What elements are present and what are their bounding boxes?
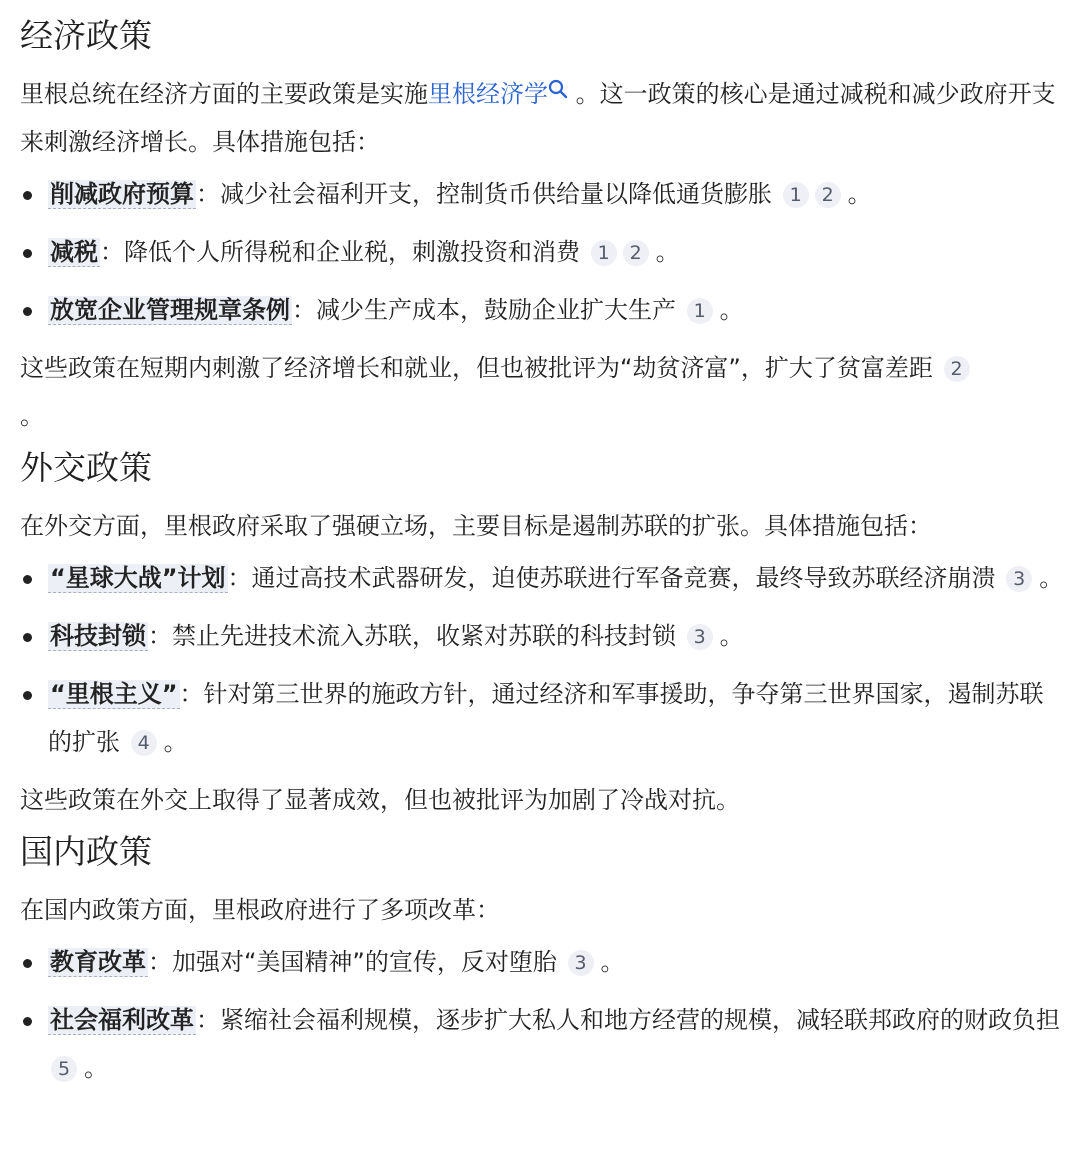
term-link[interactable]: “星球大战”计划 — [50, 564, 226, 592]
section-heading: 外交政策 — [20, 448, 152, 487]
citation-badge[interactable]: 2 — [815, 182, 841, 208]
item-end: 。 — [84, 1054, 108, 1082]
citation-badge[interactable]: 1 — [783, 182, 809, 208]
reaganomics-link[interactable]: 里根经济学 — [428, 80, 548, 108]
bullet — [23, 691, 32, 700]
section-foreign-policy — [20, 446, 1066, 824]
item-text: ：加强对“美国精神”的宣传，反对堕胎 — [148, 948, 557, 976]
item-end: 。 — [719, 296, 744, 324]
item-text: ：针对第三世界的施政方针，通过经济和军事援助，争夺第三世界国家，遏制苏联的扩张 — [48, 680, 1044, 756]
measure-list — [20, 938, 1066, 1092]
section-intro — [20, 70, 1066, 166]
bullet — [23, 575, 32, 584]
citation-badge[interactable]: 5 — [51, 1056, 77, 1082]
term-link[interactable]: 削减政府预算 — [50, 180, 194, 208]
citation-badge[interactable]: 4 — [131, 730, 157, 756]
citation-badge[interactable]: 1 — [591, 240, 617, 266]
section-heading: 国内政策 — [20, 832, 152, 871]
term-link[interactable]: 科技封锁 — [50, 622, 146, 650]
bullet — [23, 249, 32, 258]
item-text: ：降低个人所得税和企业税，刺激投资和消费 — [100, 238, 580, 266]
summary-text: 这些政策在短期内刺激了经济增长和就业，但也被批评为“劫贫济富”，扩大了贫富差距 — [20, 354, 933, 382]
section-summary — [20, 344, 1066, 440]
intro-text-rest: 。这一政策的核心是通过减税和减少政府开支来刺激经济增长。具体措施包括： — [20, 80, 1056, 156]
term-link[interactable]: 教育改革 — [50, 948, 146, 976]
term-link[interactable]: 减税 — [50, 238, 98, 266]
bullet — [23, 633, 32, 642]
list-item — [20, 938, 1066, 986]
term-link[interactable]: 放宽企业管理规章条例 — [50, 296, 290, 324]
citation-badge[interactable]: 2 — [944, 356, 970, 382]
search-icon[interactable] — [548, 68, 568, 116]
bullet — [23, 959, 32, 968]
item-text: ：减少社会福利开支，控制货币供给量以降低通货膨胀 — [196, 180, 772, 208]
section-domestic-policy — [20, 830, 1066, 1092]
list-item — [20, 670, 1066, 766]
term-link[interactable]: 社会福利改革 — [50, 1006, 194, 1034]
item-end: 。 — [719, 622, 744, 650]
list-item — [20, 286, 1066, 334]
section-summary: 这些政策在外交上取得了显著成效，但也被批评为加剧了冷战对抗。 — [20, 786, 740, 814]
summary-end: 。 — [20, 402, 44, 430]
list-item — [20, 170, 1066, 218]
item-text: ：禁止先进技术流入苏联，收紧对苏联的科技封锁 — [148, 622, 676, 650]
section-heading: 经济政策 — [20, 16, 152, 55]
measure-list — [20, 554, 1066, 766]
list-item — [20, 228, 1066, 276]
item-text: ：紧缩社会福利规模，逐步扩大私人和地方经营的规模，减轻联邦政府的财政负担 — [196, 1006, 1060, 1034]
citation-badge[interactable]: 2 — [623, 240, 649, 266]
bullet — [23, 191, 32, 200]
item-end: 。 — [1039, 564, 1064, 592]
measure-list — [20, 170, 1066, 334]
item-text: ：通过高技术武器研发，迫使苏联进行军备竞赛，最终导致苏联经济崩溃 — [227, 564, 996, 592]
list-item — [20, 554, 1066, 602]
item-end: 。 — [655, 238, 680, 266]
citation-badge[interactable]: 3 — [687, 624, 713, 650]
item-text: ：减少生产成本，鼓励企业扩大生产 — [292, 296, 676, 324]
section-intro: 在外交方面，里根政府采取了强硬立场，主要目标是遏制苏联的扩张。具体措施包括： — [20, 512, 932, 540]
citation-badge[interactable]: 1 — [687, 298, 713, 324]
item-end: 。 — [600, 948, 625, 976]
citation-badge[interactable]: 3 — [1006, 566, 1032, 592]
bullet — [23, 1017, 32, 1026]
item-end: 。 — [163, 728, 188, 756]
section-intro: 在国内政策方面，里根政府进行了多项改革： — [20, 896, 500, 924]
intro-text: 里根总统在经济方面的主要政策是实施 — [20, 80, 428, 108]
bullet — [23, 307, 32, 316]
list-item — [20, 996, 1066, 1092]
section-economic-policy — [20, 14, 1066, 440]
term-link[interactable]: “里根主义” — [50, 680, 178, 708]
item-end: 。 — [847, 180, 872, 208]
citation-badge[interactable]: 3 — [568, 950, 594, 976]
list-item — [20, 612, 1066, 660]
